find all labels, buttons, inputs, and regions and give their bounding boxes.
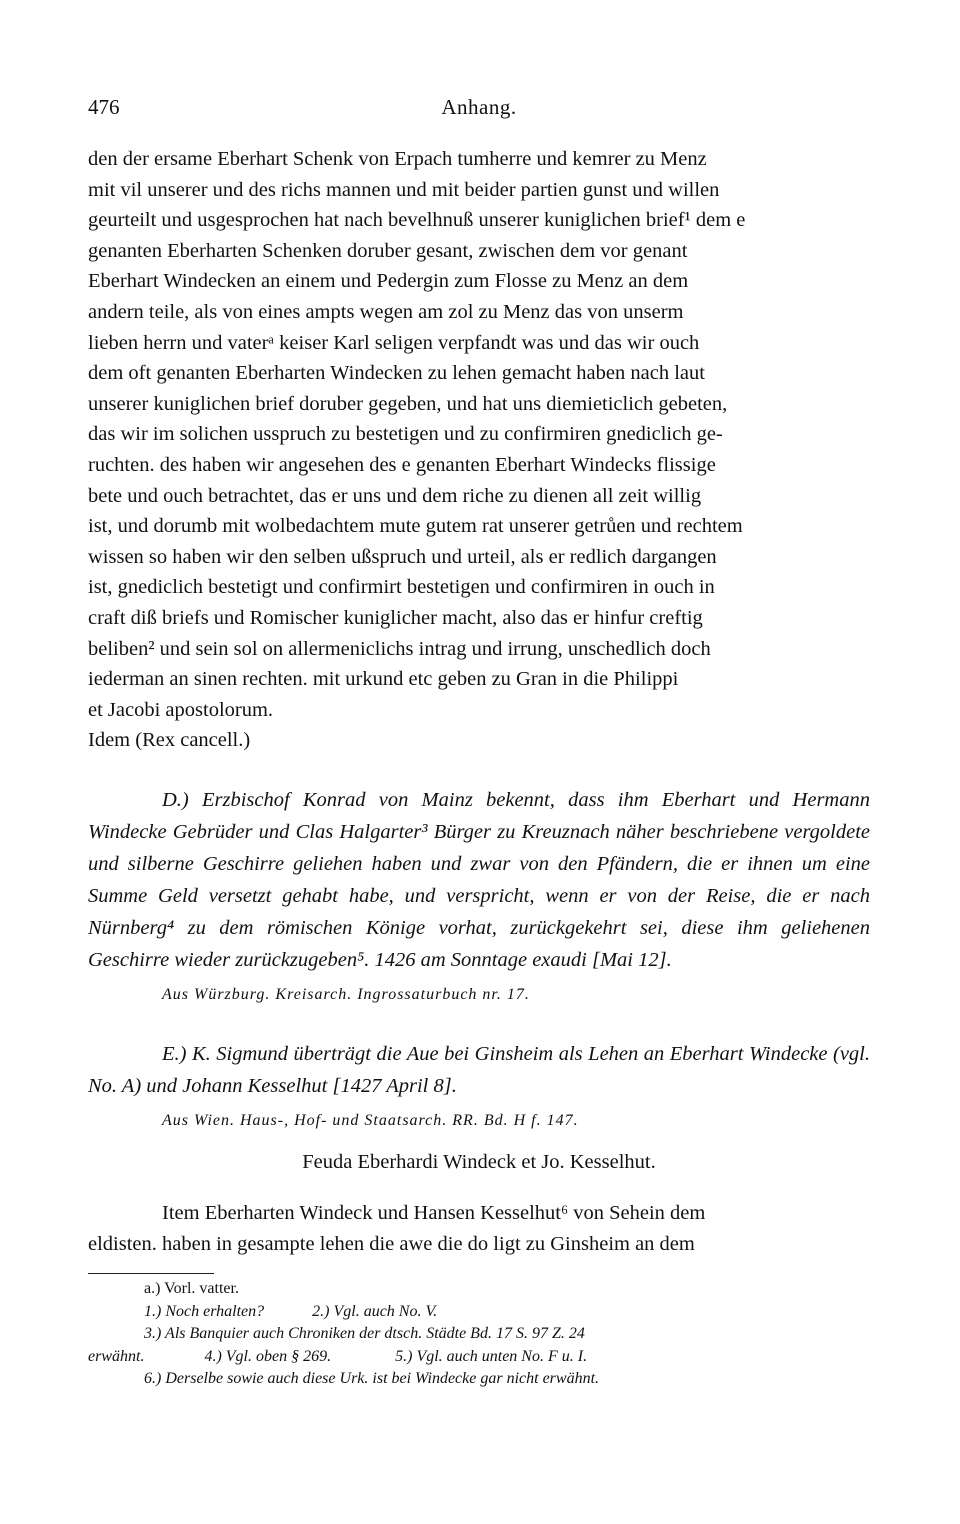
text-line: dem oft genanten Eberharten Windecken zu lehen gemacht haben nach laut (88, 362, 705, 385)
footnote-3: 3.) Als Banquier auch Chroniken der dtsch. Städte Bd. 17 S. 97 Z. 24 (144, 1325, 585, 1343)
regest-d: D.) Erzbischof Konrad von Mainz bekennt, dass ihm Eberhart und Hermann Windecke Gebrüder und Clas Halgarter³ Bürger zu Kreuznach näher beschriebene vergoldete und silberne Geschirre geliehen haben und zwar von den Pfändern, die er ihnen um eine Summe Geld versetzt gehabt habe, und verspricht, wenn er von der Reise, die er nach Nürnberg⁴ zu dem römischen Könige vorhat, zurückgekehrt sei, diese ihm geliehenen Geschirre wieder zurückzugeben⁵. 1426 am Sonntage exaudi [Mai 12]. (88, 788, 870, 971)
text-line: das wir im solichen usspruch zu bestetigen und zu confirmiren gnediclich ge- (88, 423, 723, 446)
text-line: den der ersame Eberhart Schenk von Erpach tumherre und kemrer zu Menz (88, 148, 707, 170)
text-line: geurteilt und usgesprochen hat nach bevelhnuß unserer kuniglichen brief¹ dem e (88, 209, 746, 232)
text-line: Eberhart Windecken an einem und Pedergin zum Flosse zu Menz an dem (88, 270, 689, 293)
text-line: craft diß briefs und Romischer kuniglicher macht, also das er hinfur creftig (88, 606, 703, 629)
footnote-3-end: erwähnt. (88, 1347, 145, 1365)
signature-line: Idem (Rex cancell.) (88, 729, 251, 752)
footnotes (88, 1278, 870, 1391)
feuda-heading: Feuda Eberhardi Windeck et Jo. Kesselhut. (302, 1151, 656, 1174)
charter-text (88, 144, 870, 756)
document-page (88, 92, 870, 1391)
page-header (88, 92, 870, 126)
text-line: eldisten. haben in gesampte lehen die awe die do ligt zu Ginsheim an dem (88, 1232, 695, 1255)
footnote-a: a.) Vorl. vatter. (144, 1280, 239, 1298)
source-e: Aus Wien. Haus-, Hof- und Staatsarch. RR. Bd. H f. 147. (162, 1112, 579, 1130)
footnote-6: 6.) Derselbe sowie auch diese Urk. ist bei Windecke gar nicht erwähnt. (144, 1370, 600, 1388)
text-line: wissen so haben wir den selben ußspruch und urteil, als er redlich dargangen (88, 545, 717, 568)
regest-e: E.) K. Sigmund überträgt die Aue bei Ginsheim als Lehen an Eberhart Windecke (vgl. No. A) und Johann Kesselhut [1427 April 8]. (88, 1043, 870, 1098)
text-line: Item Eberharten Windeck und Hansen Kesselhut⁶ von Sehein dem (162, 1202, 706, 1225)
text-line: bete und ouch betrachtet, das er uns und dem riche zu dienen all zeit willig (88, 484, 702, 507)
text-line: ruchten. des haben wir angesehen des e genanten Eberhart Windecks flissige (88, 453, 716, 476)
footnote-5: 5.) Vgl. auch unten No. F u. I. (395, 1347, 588, 1365)
footnote-line (88, 1346, 870, 1369)
text-line: unserer kuniglichen brief doruber gegeben, und hat uns diemieticlich gebeten, (88, 392, 728, 415)
text-line: genanten Eberharten Schenken doruber gesant, zwischen dem vor genant (88, 239, 688, 262)
text-line: mit vil unserer und des richs mannen und mit beider partien gunst und willen (88, 178, 720, 201)
section-e (88, 1038, 870, 1259)
source-d: Aus Würzburg. Kreisarch. Ingrossaturbuch nr. 17. (162, 985, 530, 1003)
footnote-4: 4.) Vgl. oben § 269. (204, 1347, 332, 1365)
footnote-rule (88, 1273, 214, 1274)
text-line: ist, gnediclich bestetigt und confirmirt bestetigen und confirmiren in ouch in (88, 576, 715, 599)
footnote-line (88, 1301, 870, 1324)
text-line: andern teile, als von eines ampts wegen am zol zu Menz das von unserm (88, 300, 684, 323)
text-line: lieben herrn und vaterᵃ keiser Karl seligen verpfandt was und das wir ouch (88, 331, 700, 354)
text-line: iederman an sinen rechten. mit urkund etc geben zu Gran in die Philippi (88, 668, 679, 691)
page-number: 476 (88, 95, 120, 119)
text-line: et Jacobi apostolorum. (88, 698, 274, 721)
text-line: ist, und dorumb mit wolbedachtem mute gutem rat unserer getrůen und rechtem (88, 515, 743, 538)
footnote-1: 1.) Noch erhalten? (144, 1302, 265, 1320)
running-title: Anhang. (441, 95, 517, 119)
text-line: beliben² und sein sol on allermeniclichs intrag und irrung, unschedlich doch (88, 637, 711, 660)
footnote-2: 2.) Vgl. auch No. V. (312, 1302, 438, 1320)
section-d (88, 784, 870, 1011)
